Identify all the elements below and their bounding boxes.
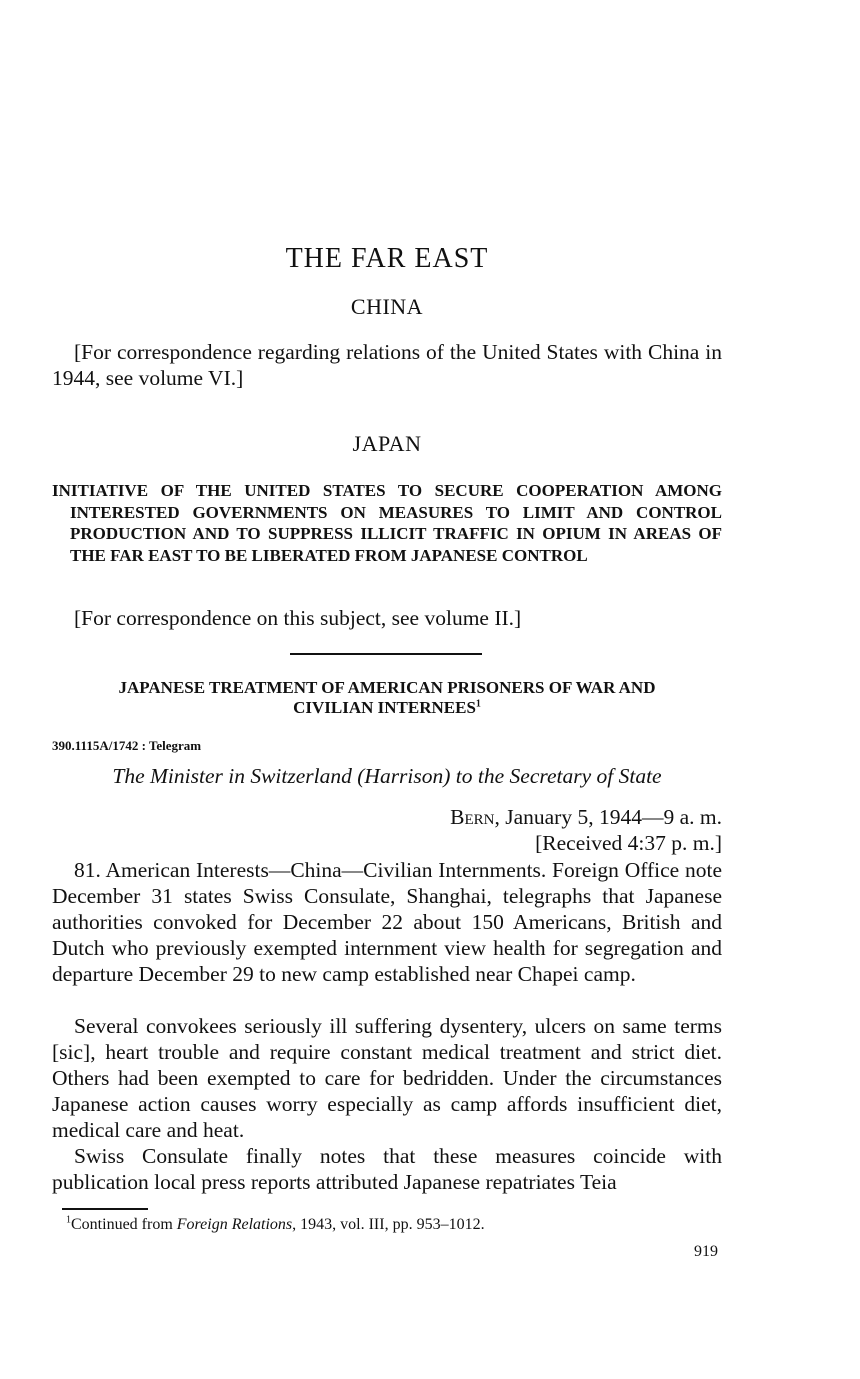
footnote-text-after: , 1943, vol. III, pp. 953–1012. xyxy=(292,1216,485,1233)
footnote-marker: 1 xyxy=(66,1214,71,1226)
treatment-heading xyxy=(52,678,722,718)
dateline-date: , January 5, 1944—9 a. m. xyxy=(494,805,722,829)
footnote-divider xyxy=(62,1208,148,1210)
initiative-note: [For correspondence on this subject, see volume II.] xyxy=(74,606,522,630)
footnote-reference: 1 xyxy=(475,698,481,710)
footnote-text-before: Continued from xyxy=(71,1216,177,1233)
file-reference: 390.1115A/1742 : Telegram xyxy=(52,738,202,753)
page-number: 919 xyxy=(694,1243,718,1260)
paragraph-3: Swiss Consulate finally notes that these measures coincide with publication local press reports attributed Japanese repatriates Teia xyxy=(52,1144,722,1194)
treatment-heading-line2-text: CIVILIAN INTERNEES xyxy=(293,698,476,717)
footnote-source: Foreign Relations xyxy=(176,1216,293,1233)
section-divider xyxy=(290,653,482,655)
dateline-place: Bern xyxy=(450,805,495,829)
china-heading: CHINA xyxy=(350,294,424,319)
paragraph-1: 81. American Interests—China—Civilian Internments. Foreign Office note December 31 states Swiss Consulate, Shanghai, telegraphs that Japanese authorities convoked for December 22 about 150 Americans, British and Dutch who previously exempted internment view health for segregation and departure December 29 to new camp established near Chapei camp. xyxy=(52,858,722,986)
section-title: THE FAR EAST xyxy=(285,243,489,274)
document-title: The Minister in Switzerland (Harrison) to the Secretary of State xyxy=(112,764,662,788)
china-note: [For correspondence regarding relations of the United States with China in 1944, see volume VI.] xyxy=(52,340,722,390)
received-line: [Received 4:37 p. m.] xyxy=(535,831,722,855)
paragraph-2: Several convokees seriously ill suffering dysentery, ulcers on same terms [sic], heart trouble and require constant medical treatment and strict diet. Others had been exempted to care for bedridden. Under the circumstances Japanese action causes worry especially as camp affords insufficient diet, medical care and heat. xyxy=(52,1014,722,1142)
dateline xyxy=(52,804,722,830)
treatment-heading-line2 xyxy=(52,698,722,718)
initiative-heading: INITIATIVE OF THE UNITED STATES TO SECURE COOPERATION AMONG INTERESTED GOVERNMENTS ON MEASURES TO LIMIT AND CONTROL PRODUCTION AND TO SUPPRESS ILLICIT TRAFFIC IN OPIUM IN AREAS OF THE FAR EAST TO BE LIBERATED FROM JAPANESE CONTROL xyxy=(52,481,722,565)
japan-heading: JAPAN xyxy=(352,431,422,456)
footnote xyxy=(66,1216,716,1234)
treatment-heading-line1: JAPANESE TREATMENT OF AMERICAN PRISONERS OF WAR AND xyxy=(118,678,656,697)
